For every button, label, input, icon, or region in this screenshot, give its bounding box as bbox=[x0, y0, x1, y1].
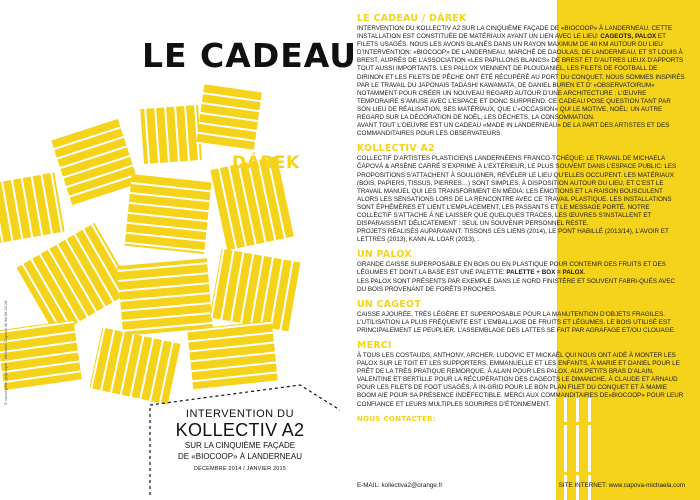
palox-text-a: GRANDE CAISSE SUPERPOSABLE EN BOIS OU EN PLASTIQUE POUR CONTENIR DES FRUITS ET DES LÉGUMES ET DONT LA BASE EST UNE PALETTE: bbox=[357, 261, 666, 277]
subtitle-darek: DÁREK bbox=[232, 153, 300, 173]
heading-kollectiv: KOLLECTIV A2 bbox=[357, 143, 435, 155]
heading-palox: UN PALOX bbox=[357, 249, 412, 261]
cageot-paragraph: CAISSE AJOURÉE, TRÈS LÉGÈRE ET SUPERPOSABLE POUR LA MANUTENTION D’OBJETS FRAGILES. L’UTILISATION LA PLUS FRÉQUENTE EST L’EMBALLAGE DE FRUITS ET LÉGUMES. LE BOIS UTILISÉ EST PRINCIPALEMENT LE PEUPLIER. L’ASSEMBLAGE DES LATTES SE FAIT PAR AGRAFAGE ET/OU CLOUAGE. bbox=[357, 310, 676, 334]
merci-paragraph: À TOUS LES COSTAUDS, ANTHONY, ARCHER, LUDOVIC ET MICKAËL QUI NOUS ONT AIDÉ À MONTER LES PALOX SUR LE TOIT ET LES SUPPORTERS, EMMANUELLE ET LES ENFANTS, À MARIE ET DANIEL POUR LE PRÊT DE LA TRÈS PRATIQUE REMORQUE, À ALAIN POUR LES PALOX, AUX PETITS BRAS D’ALAIN, VALENTINE ET BERTILLE POUR LA RÉCUPÉRATION DES CAGEOTS LE DIMANCHE, À CLAUDE ET ARNAUD POUR LES FILETS DE FOOT USAGÉS, À IN-GRID POUR LE BON PLAN FILET DU CONQUET ET À MAMIE BOOM AIE POUR SA PRÉSENCE INDÉFECTIBLE. MERCI AUX COMMANDITAIRES DE«BIOCOOP» POUR LEUR CONFIANCE ET LEURS MULTIPLES SOURIRES D’ÉTONNEMENT. bbox=[357, 352, 684, 408]
intervention-line3b: DE «BIOCOOP» À LANDERNEAU bbox=[177, 452, 303, 461]
intervention-collective-name: KOLLECTIV A2 bbox=[175, 420, 305, 440]
pallet-top-center bbox=[140, 105, 202, 164]
pallet-center bbox=[124, 174, 211, 254]
heading-contact: NOUS CONTACTER: bbox=[357, 414, 436, 423]
cadeau-paragraph-1 bbox=[357, 25, 685, 122]
heading-cageot: UN CAGEOT bbox=[357, 298, 422, 310]
cadeau-text-a: INTERVENTION DU KOLLECTIV A2 SUR LA CINQUIÈME FAÇADE DE «BIOCOOP» À LANDERNEAU. CETTE INSTALLATION EST CONSTITUÉE DE MATÉRIAUX AYANT UN LIEN AVEC LE LIEU: bbox=[357, 25, 673, 41]
pallet-left-edge bbox=[0, 172, 65, 243]
palox-paragraph-2: LES PALOX SONT PRÉSENTS PAR EXEMPLE DANS LE NORD FINISTÈRE ET SOUVENT FABRI-QUÉS AVEC DU BOIS PROVENANT DE FORÊTS PROCHES. bbox=[357, 277, 676, 293]
cadeau-paragraph-2: AVANT TOUT L’OEUVRE EST UN CADEAU «MADE IN LANDERNEAU» DE LA PART DES ARTISTES ET DES COMMANDITAIRES POUR LES OBSERVATEURS. bbox=[357, 122, 670, 138]
heading-cadeau: LE CADEAU / DÁREK bbox=[357, 13, 467, 24]
pallet-bottom-left bbox=[0, 320, 82, 390]
text-column bbox=[357, 13, 685, 424]
intervention-line1: INTERVENTION DU bbox=[185, 408, 295, 420]
cadeau-text-bold: CAGEOTS, PALOX bbox=[600, 33, 657, 41]
pallet-lower-left bbox=[17, 223, 134, 336]
pallet-bottom-center bbox=[89, 327, 180, 404]
intervention-block bbox=[160, 408, 320, 472]
pallet-top-right bbox=[196, 84, 262, 151]
main-title: LE CADEAU bbox=[142, 36, 358, 75]
pallet-bottom-right bbox=[187, 321, 278, 390]
pallet-lower-center bbox=[117, 258, 213, 336]
pallet-lower-right bbox=[210, 249, 301, 332]
intervention-dates: DÉCEMBRE 2014 / JANVIER 2015 bbox=[193, 466, 287, 472]
palox-text-bold: PALETTE + BOX = PALOX bbox=[506, 269, 584, 277]
palox-paragraph-1 bbox=[357, 261, 685, 277]
heading-merci: MERCI bbox=[357, 340, 392, 351]
kollectiv-paragraph-1: COLLECTIF D’ARTISTES PLASTICIENS LANDERNÉENS FRANCO-TCHÈQUE: LE TRAVAIL DE MICHAELA ČÁPOVÁ & ARSÈNE CARRÉ S’EXPRIME À L’EXTÉRIEUR, LE PLUS SOUVENT DANS L’ESPACE PUBLIC: LES PROPOSITIONS S’ATTACHENT À SOULIGNER, RÉVÉLER LE LIEU QU’ELLES OCCUPENT. LES MATÉRIAUX (BOIS, PAPIERS, TISSUS, PIERRES…) SONT SIMPLES, À DISPOSITION AUTOUR DU LIEU, ET C’EST LE TRAVAIL MANUEL QUI LES TRANSFORMENT EN MÉDIA: LES ÉMOTIONS ET LA RAISON BOUSCULENT ALORS LES SENSATIONS LORS DE LA RENCONTRE AVEC CE TRAVAIL PLASTIQUE. LES INSTALLATIONS SONT ÉPHÉMÈRES ET LIENT L’EMPLACEMENT, LES PASSANTS ET LE MESSAGE PORTÉ. NOTRE COLLECTIF S’ATTACHE À NE LAISSER QUE QUELQUES TRACES, LES ŒUVRES S’INSTALLENT ET DISPARAISSENT DÉLICATEMENT : SEUL UN SOUVENIR PERSONNEL RESTE. bbox=[357, 155, 677, 228]
contact-email[interactable]: E-MAIL: kollectiva2@orange.fr bbox=[357, 482, 443, 489]
graphic-design-credit: © conception graphique : Michaela Čápová 06 88 96 20 18 bbox=[3, 300, 8, 405]
palox-text-c: . bbox=[583, 269, 586, 277]
website-link[interactable]: SITE INTERNET: www.capova-michaela.com bbox=[558, 482, 685, 489]
kollectiv-paragraph-2: PROJETS RÉALISÉS AUPARAVANT: TISSONS LES LIENS (2014), LE PONT HABILLÉ (2013/14), L’AVOIR ET LETTRES (2013), KANN AL LOAR (2013), . bbox=[357, 228, 669, 244]
intervention-line3a: SUR LA CINQUIÈME FAÇADE bbox=[184, 441, 296, 450]
cadeau-text-c: ET FILETS USAGÉS. NOUS LES AVONS GLANÉS DANS UN RAYON MAXIMUM DE 40 KM AUTOUR DU LIEU D’INTERVENTION: «BIOCOOP» DE LANDERNEAU, MARCHÉ DE DAOULAS, DE LANDERNEAU, ET ST LOUIS À BREST, AUPRÈS DE L’ASSOCIATION «LES PAPILLONS BLANCS» DE BREST ET D’AUTRES LIEUX D’APPORTS TOUT AUSSI IMPORTANTS. LES PALLOX VIENNENT DE PLOUDANIEL, LES FILETS DE FOOTBALL DE DIRINON ET LES FILETS DE PÊCHE ONT ÉTÉ RÉCUPÉRÉ AU PORT DU CONQUET. NOUS SOMMES INSPIRÉS PAR LE TRAVAIL DU JAPONAIS TADASHI KAWAMATA, DE DANIEL BUREN ET D' «OBSERVATOIRUM» NOTAMMENT POUR CRÉER UN NOUVEAU REGARD AUTOUR D’UNE ARCHITECTURE : L’ŒUVRE TEMPORAIRE S’AMUSE AVEC L’ESPACE ET DONC SURPREND. CE CADEAU POSE QUESTION TANT PAR SON LIEU DE RÉALISATION, SES MATÉRIAUX, QUE L’«OCCASION» QUI LE MOTIVE, NOËL: UN AUTRE REGARD SUR LA DÉCORATION DE NOËL, LES DÉCHETS, LA CONSOMMATION. bbox=[357, 33, 685, 122]
pallet-mid-left bbox=[51, 119, 139, 205]
